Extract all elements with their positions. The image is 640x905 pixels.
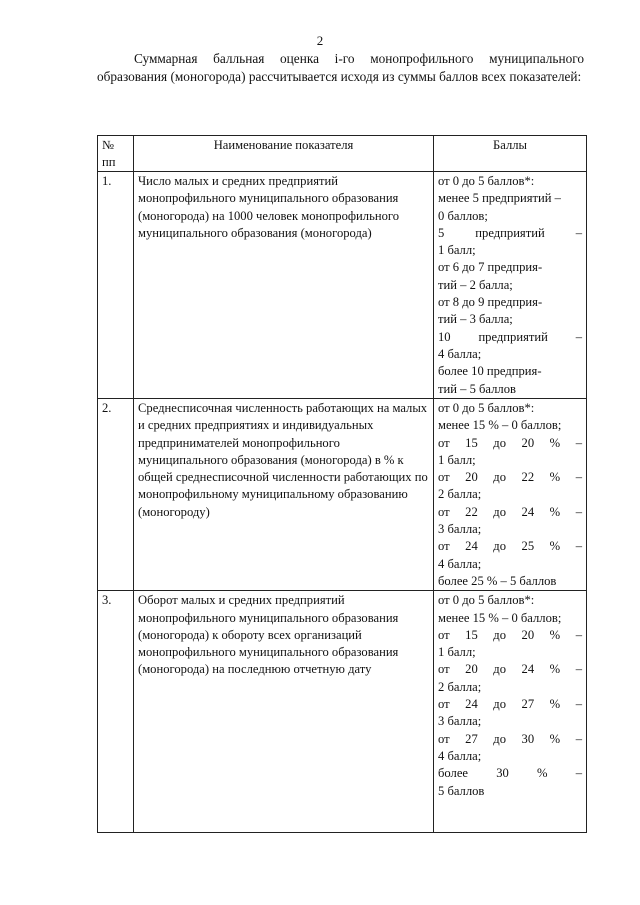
score-line: от 20 до 24 % – [438,662,582,677]
score-line: 3 балла; [438,522,482,537]
score-line: 5 предприятий – [438,225,582,240]
intro-paragraph: Суммарная балльная оценка i-го монопрофильного муниципального образования (моногорода) рассчитывается исходя из суммы баллов всех показателей: [97,51,584,84]
row-number: 1. [98,172,134,399]
score-line: 4 балла; [438,346,482,361]
indicator-score [434,399,587,591]
score-line: 1 балл; [438,452,476,467]
header-number: № пп [98,136,134,172]
indicator-name: Среднесписочная численность работающих на малых и средних предприятиях и индивидуальных предпринимателей монопрофильного муниципального образования (моногорода) в % к общей среднесписочной численности работающих по монопрофильному муниципальному образованию (моногороду) [134,399,434,591]
score-line: 4 балла; [438,556,482,571]
score-line: более 10 предприя- [438,364,542,379]
score-line: от 20 до 22 % – [438,470,582,485]
table-header-row [98,136,587,172]
score-line: 4 балла; [438,748,482,763]
score-line: 5 баллов [438,783,485,798]
score-line: от 24 до 25 % – [438,539,582,554]
score-line: от 22 до 24 % – [438,504,582,519]
score-line: более 25 % – 5 баллов [438,573,557,588]
score-line: 1 балл; [438,243,476,258]
score-line: тий – 2 балла; [438,277,513,292]
score-line: от 0 до 5 баллов*: [438,401,535,415]
row-number: 3. [98,591,134,833]
score-line: от 24 до 27 % – [438,697,582,712]
score-line: менее 15 % – 0 баллов; [438,418,562,433]
score-line: менее 5 предприятий – [438,191,561,206]
indicators-table [97,135,587,833]
row-number: 2. [98,399,134,591]
page-number: 2 [316,33,324,48]
score-line: 3 балла; [438,714,482,729]
score-line: от 8 до 9 предприя- [438,295,543,310]
score-line: 2 балла; [438,487,482,502]
table-row [98,172,587,399]
score-line: от 27 до 30 % – [438,731,582,746]
table-row [98,399,587,591]
header-indicator-name: Наименование показателя [134,136,434,172]
score-line: более 30 % – [438,766,582,781]
score-line: от 15 до 20 % – [438,435,582,450]
score-line: тий – 5 баллов [438,381,516,396]
score-line: тий – 3 балла; [438,312,513,327]
score-line: от 0 до 5 баллов*: [438,174,535,188]
score-line: 10 предприятий – [438,329,582,344]
score-line: от 15 до 20 % – [438,627,582,642]
score-line: менее 15 % – 0 баллов; [438,610,562,625]
score-line: от 6 до 7 предприя- [438,260,543,275]
score-line: 2 балла; [438,679,482,694]
table-row [98,591,587,833]
header-score: Баллы [434,136,587,172]
score-line: 0 баллов; [438,208,488,223]
indicator-score [434,591,587,833]
score-line: 1 балл; [438,645,476,660]
indicator-score [434,172,587,399]
indicator-name: Оборот малых и средних предприятий монопрофильного муниципального образования (моногорода) к обороту всех организаций монопрофильного муниципального образования (моногорода) на последнюю отчетную дату [134,591,434,833]
indicator-name: Число малых и средних предприятий монопрофильного муниципального образования (моногорода) на 1000 человек монопрофильного муниципального образования (моногорода) [134,172,434,399]
score-line: от 0 до 5 баллов*: [438,593,535,608]
